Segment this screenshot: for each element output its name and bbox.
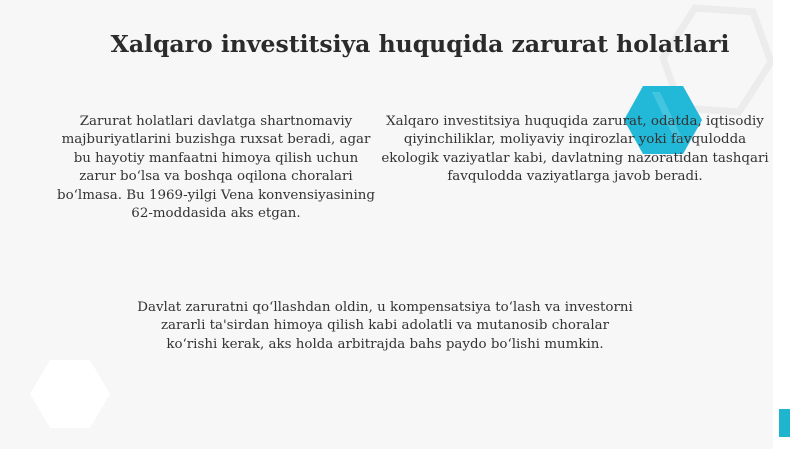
hexagon-white-decoration <box>30 358 110 430</box>
scrollbar-track[interactable] <box>773 0 800 449</box>
slide-title: Xalqaro investitsiya huquqida zarurat holatlari <box>110 30 730 58</box>
scrollbar-thumb[interactable] <box>779 409 790 437</box>
paragraph-left: Zarurat holatlari davlatga shartnomaviy majburiyatlarini buzishga ruxsat beradi, agar bu hayotiy manfaatni himoya qilish uchun zarur bo‘lsa va boshqa oqilona choralari bo‘lmasa. Bu 1969-yilgi Vena konvensiyasining 62-moddasida aks etgan. <box>57 114 375 222</box>
paragraph-right: Xalqaro investitsiya huquqida zarurat, odatda, iqtisodiy qiyinchiliklar, moliyaviy inqirozlar yoki favqulodda ekologik vaziyatlar kabi, davlatning nazoratidan tashqari favqulodda vaziyatlarga javob beradi. <box>381 114 769 185</box>
paragraph-bottom: Davlat zaruratni qo‘llashdan oldin, u kompensatsiya to‘lash va investorni zararli ta'sirdan himoya qilish kabi adolatli va mutanosib choralar ko‘rishi kerak, aks holda arbitrajda bahs paydo bo‘lishi mumkin. <box>137 300 633 352</box>
